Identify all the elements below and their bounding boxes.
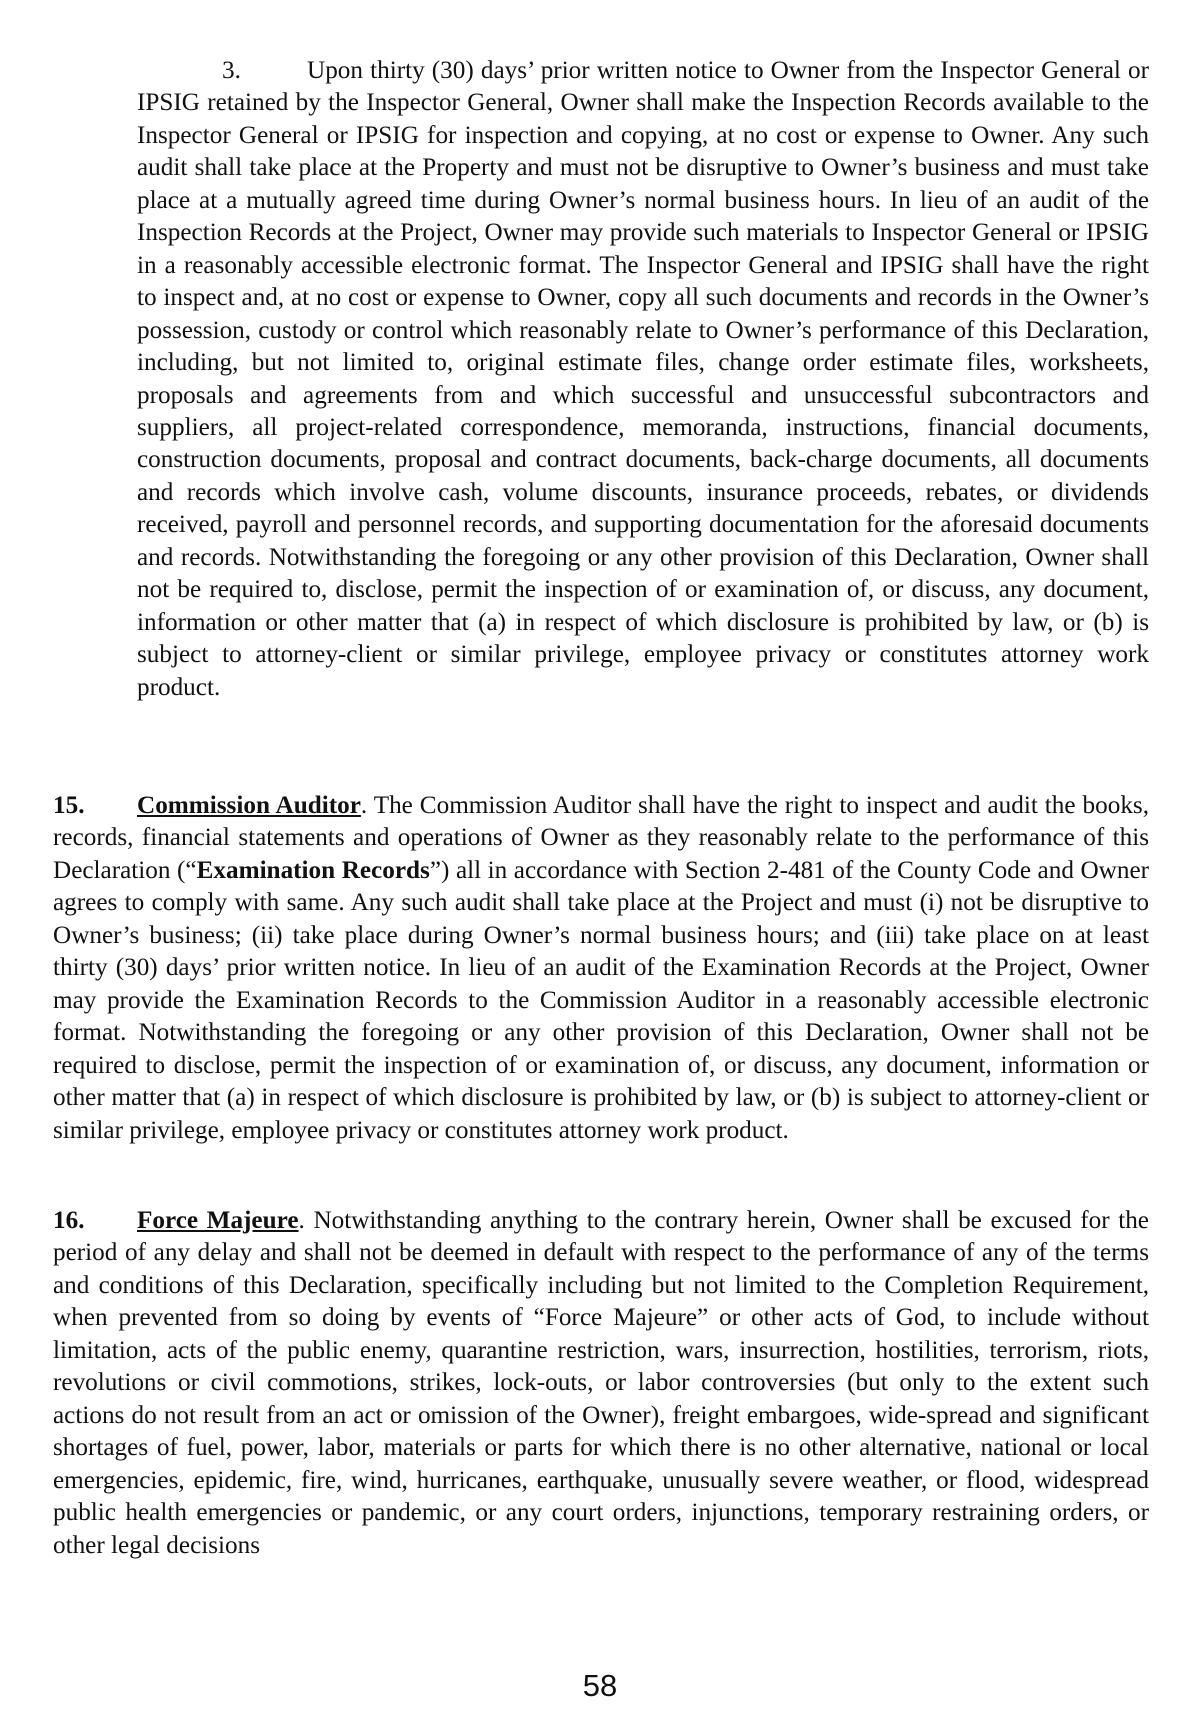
section-text-part-1: . The Commission Auditor shall have the right to inspect and audit the books, records, financial statements and operations of Owner as they reasonably relate to the performance of this Declaration (“ — [53, 792, 1150, 884]
section-heading: Force Majeure — [137, 1207, 299, 1234]
subsection-number: 3. — [222, 57, 241, 84]
page-number: 58 — [582, 1668, 618, 1703]
section-number: 15. — [53, 792, 85, 819]
section-text-part-2: ”) all in accordance with Section 2-481 of the County Code and Owner agrees to comply with same. Any such audit shall take place at the Project and must (i) not be disruptive to Owner’s business; (ii) take place during Owner’s normal business hours; and (iii) take place on at least thirty (30) days’ prior written notice. In lieu of an audit of the Examination Records at the Project, Owner may provide the Examination Records to the Commission Auditor in a reasonably accessible electronic format. Notwithstanding the foregoing or any other provision of this Declaration, Owner shall not be required to disclose, permit the inspection of or examination of, or discuss, any document, information or other matter that (a) in respect of which disclosure is prohibited by law, or (b) is subject to attorney-client or similar privilege, employee privacy or constitutes attorney work product. — [53, 856, 1150, 1144]
section-16-force-majeure — [53, 1205, 1149, 1562]
subsection-text: Upon thirty (30) days’ prior written notice to Owner from the Inspector General or IPSIG retained by the Inspector General, Owner shall make the Inspection Records available to the Inspector General or IPSIG for inspection and copying, at no cost or expense to Owner. Any such audit shall take place at the Property and must not be disruptive to Owner’s business and must take place at a mutually agreed time during Owner’s normal business hours. In lieu of an audit of the Inspection Records at the Project, Owner may provide such materials to Inspector General or IPSIG in a reasonably accessible electronic format. The Inspector General and IPSIG shall have the right to inspect and, at no cost or expense to Owner, copy all such documents and records in the Owner’s possession, custody or control which reasonably relate to Owner’s performance of this Declaration, including, but not limited to, original estimate files, change order estimate files, worksheets, proposals and agreements from and which successful and unsuccessful subcontractors and suppliers, all project-related correspondence, memoranda, instructions, financial documents, construction documents, proposal and contract documents, back-charge documents, all documents and records which involve cash, volume discounts, insurance proceeds, rebates, or dividends received, payroll and personnel records, and supporting documentation for the aforesaid documents and records. Notwithstanding the foregoing or any other provision of this Declaration, Owner shall not be required to, disclose, permit the inspection of or examination of, or discuss, any document, information or other matter that (a) in respect of which disclosure is prohibited by law, or (b) is subject to attorney-client or similar privilege, employee privacy or constitutes attorney work product. — [137, 57, 1149, 701]
section-number: 16. — [53, 1207, 85, 1234]
defined-term: Examination Records — [196, 856, 430, 884]
section-15-commission-auditor — [53, 790, 1149, 1147]
section-heading: Commission Auditor — [137, 792, 361, 819]
section-14-subsection-3 — [137, 55, 1149, 704]
section-text: . Notwithstanding anything to the contrary herein, Owner shall be excused for the period of any delay and shall not be deemed in default with respect to the performance of any of the terms and conditions of this Declaration, specifically including but not limited to the Completion Requirement, when prevented from so doing by events of “Force Majeure” or other acts of God, to include without limitation, acts of the public enemy, quarantine restriction, wars, insurrection, hostilities, terrorism, riots, revolutions or civil commotions, strikes, lock-outs, or labor controversies (but only to the extent such actions do not result from an act or omission of the Owner), freight embargoes, wide-spread and significant shortages of fuel, power, labor, materials or parts for which there is no other alternative, national or local emergencies, epidemic, fire, wind, hurricanes, earthquake, unusually severe weather, or flood, widespread public health emergencies or pandemic, or any court orders, injunctions, temporary restraining orders, or other legal decisions — [53, 1207, 1149, 1559]
